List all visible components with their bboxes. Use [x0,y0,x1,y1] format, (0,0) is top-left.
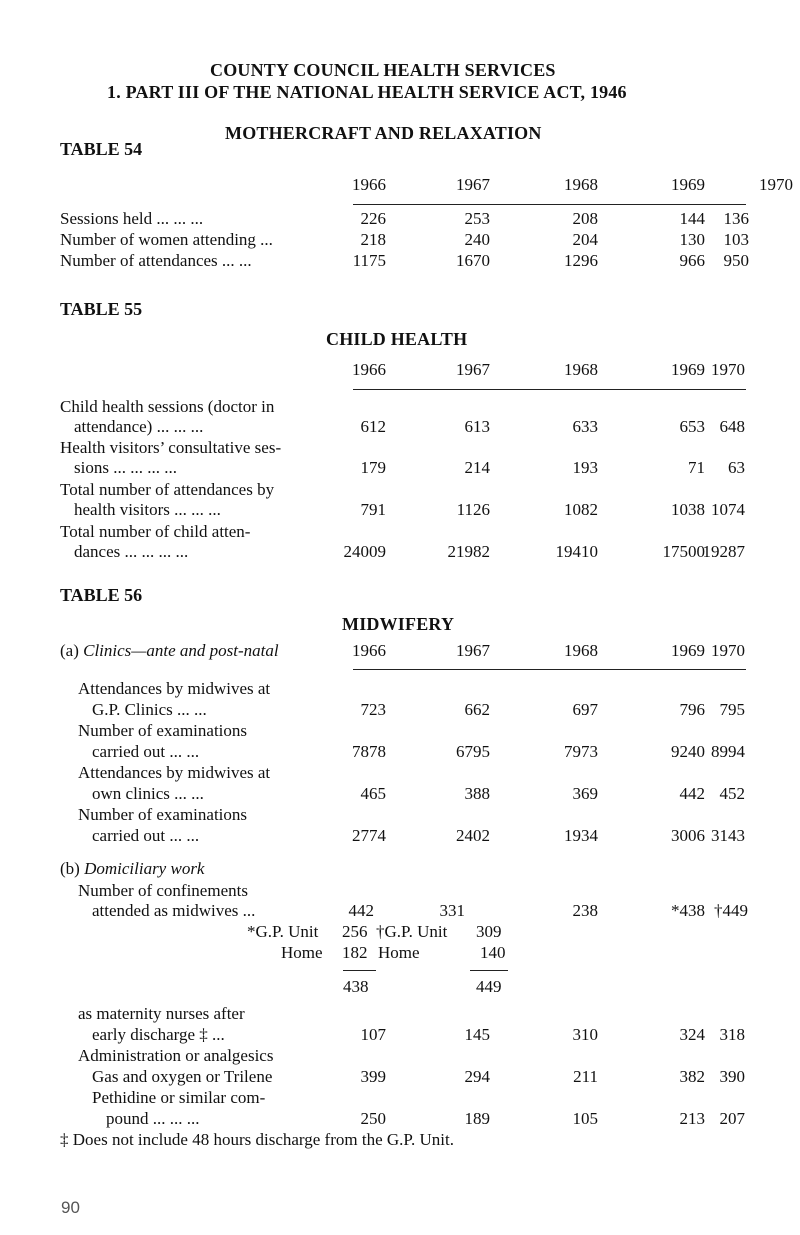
cell: 193 [572,458,598,477]
year-header: 1967 [456,360,490,379]
section-b-heading [60,859,204,879]
cell: 294 [464,1067,490,1086]
cell: 218 [360,230,386,249]
cell: 8994 [711,742,745,761]
header-rule [353,669,746,670]
gp-unit-1966: 256 [342,922,368,941]
year-header: 1970 [759,175,793,194]
cell: 63 [728,458,745,477]
cell: 105 [572,1109,598,1128]
document-title-line1: COUNTY COUNCIL HEALTH SERVICES [210,60,556,80]
cell: 107 [360,1025,386,1044]
year-header: 1968 [564,641,598,660]
cell: 21982 [447,542,490,561]
cell: 633 [572,417,598,436]
row-label: attendance) ... ... ... [74,417,204,436]
row-label: Pethidine or similar com- [92,1088,266,1107]
year-header: 1970 [711,360,745,379]
subtotal-rule [470,970,508,971]
row-label: Number of attendances ... ... [60,251,252,270]
header-rule [353,204,746,205]
table56-title: MIDWIFERY [342,614,455,634]
cell: 791 [360,500,386,519]
cell: 612 [360,417,386,436]
row-label: Number of women attending ... [60,230,273,249]
cell: 662 [464,700,490,719]
section-b-title: Domiciliary work [84,859,205,878]
cell: 3143 [711,826,745,845]
table55-label: TABLE 55 [60,299,143,319]
cell: 19410 [555,542,598,561]
row-label: pound ... ... ... [106,1109,200,1128]
row-label: Attendances by midwives at [78,763,271,782]
cell: 1175 [352,251,386,270]
cell: 189 [464,1109,490,1128]
section-b-prefix: (b) [60,859,80,878]
cell: 950 [723,251,749,270]
row-label: Sessions held ... ... ... [60,209,204,228]
page-number: 90 [61,1198,80,1217]
document-title-line2: 1. PART III OF THE NATIONAL HEALTH SERVICE ACT, 1946 [107,82,627,102]
home-1967: 140 [480,943,506,962]
cell: 9240 [671,742,705,761]
cell: 723 [360,700,386,719]
cell: 2402 [456,826,490,845]
year-header: 1969 [671,175,705,194]
confinements-total-1967: 449 [476,977,502,996]
cell: 697 [572,700,598,719]
home-1966: 182 [342,943,368,962]
row-label: G.P. Clinics ... ... [92,700,207,719]
table54-title: MOTHERCRAFT AND RELAXATION [225,123,542,143]
row-label: dances ... ... ... ... [74,542,189,561]
year-header: 1966 [352,641,386,660]
home-label-1967: Home [378,943,420,962]
row-label: Child health sessions (doctor in [60,397,275,416]
footnote: ‡ Does not include 48 hours discharge from the G.P. Unit. [60,1130,454,1149]
year-header: 1967 [456,175,490,194]
cell: 136 [723,209,749,228]
row-label: carried out ... ... [92,826,200,845]
row-label: as maternity nurses after [78,1004,245,1023]
cell: 17500 [662,542,705,561]
cell: 796 [679,700,705,719]
cell: 7878 [352,742,386,761]
cell: 442 [679,784,705,803]
cell: 399 [360,1067,386,1086]
cell: 19287 [702,542,745,561]
cell: 24009 [343,542,386,561]
gp-unit-label-1967: †G.P. Unit [376,922,448,941]
year-header: 1969 [671,641,705,660]
cell: 442 [348,901,374,920]
cell: 795 [719,700,745,719]
cell: 207 [719,1109,745,1128]
cell: 208 [572,209,598,228]
row-label: Total number of attendances by [60,480,275,499]
row-label: Health visitors’ consultative ses- [60,438,282,457]
cell: 214 [464,458,490,477]
confinements-total-1966: 438 [343,977,369,996]
cell: 204 [572,230,598,249]
cell: 240 [464,230,490,249]
cell: 966 [679,251,705,270]
year-header: 1966 [352,175,386,194]
year-header: 1966 [352,360,386,379]
cell: 211 [573,1067,598,1086]
gp-unit-1967: 309 [476,922,502,941]
cell: 1074 [711,500,745,519]
subtotal-rule [343,970,376,971]
home-label: Home [281,943,323,962]
row-label: Gas and oxygen or Trilene [92,1067,273,1086]
cell: 145 [464,1025,490,1044]
row-label: carried out ... ... [92,742,200,761]
cell: 388 [464,784,490,803]
cell: 213 [679,1109,705,1128]
row-label: Total number of child atten- [60,522,251,541]
row-label: own clinics ... ... [92,784,204,803]
row-label: attended as midwives ... [92,901,256,920]
cell: 324 [679,1025,705,1044]
cell: 3006 [671,826,705,845]
cell: 250 [360,1109,386,1128]
cell: 130 [679,230,705,249]
row-label: early discharge ‡ ... [92,1025,225,1044]
cell: 71 [688,458,705,477]
cell: 369 [572,784,598,803]
section-a-prefix: (a) [60,641,79,660]
cell: 390 [719,1067,745,1086]
cell: 6795 [456,742,490,761]
cell: 1126 [456,500,490,519]
cell: 382 [679,1067,705,1086]
cell: 1038 [671,500,705,519]
cell: 1934 [564,826,598,845]
table55-title: CHILD HEALTH [326,329,468,349]
cell: 238 [572,901,598,920]
cell: 1670 [456,251,490,270]
cell: 331 [439,901,465,920]
cell: 318 [719,1025,745,1044]
header-rule [353,389,746,390]
row-label: sions ... ... ... ... [74,458,177,477]
cell: 179 [360,458,386,477]
cell: 310 [572,1025,598,1044]
cell: *438 [671,901,705,920]
cell: 7973 [564,742,598,761]
row-label: Number of examinations [78,721,248,740]
cell: 648 [719,417,745,436]
year-header: 1970 [711,641,745,660]
row-label: health visitors ... ... ... [74,500,221,519]
table56-label: TABLE 56 [60,585,143,605]
cell: 103 [723,230,749,249]
cell: 452 [719,784,745,803]
cell: 1082 [564,500,598,519]
table54-label: TABLE 54 [60,139,143,159]
cell: 144 [679,209,705,228]
section-a-heading [60,641,279,661]
row-label: Number of examinations [78,805,248,824]
year-header: 1968 [564,175,598,194]
row-label: Administration or analgesics [78,1046,274,1065]
cell: 2774 [352,826,386,845]
section-a-title: Clinics—ante and post-natal [83,641,279,660]
cell: 1296 [564,251,598,270]
cell: 226 [360,209,386,228]
cell: 653 [679,417,705,436]
row-label: Number of confinements [78,881,248,900]
year-header: 1969 [671,360,705,379]
cell: †449 [714,901,748,920]
cell: 465 [360,784,386,803]
cell: 613 [464,417,490,436]
row-label: Attendances by midwives at [78,679,271,698]
year-header: 1967 [456,641,490,660]
cell: 253 [464,209,490,228]
gp-unit-label: *G.P. Unit [247,922,319,941]
year-header: 1968 [564,360,598,379]
